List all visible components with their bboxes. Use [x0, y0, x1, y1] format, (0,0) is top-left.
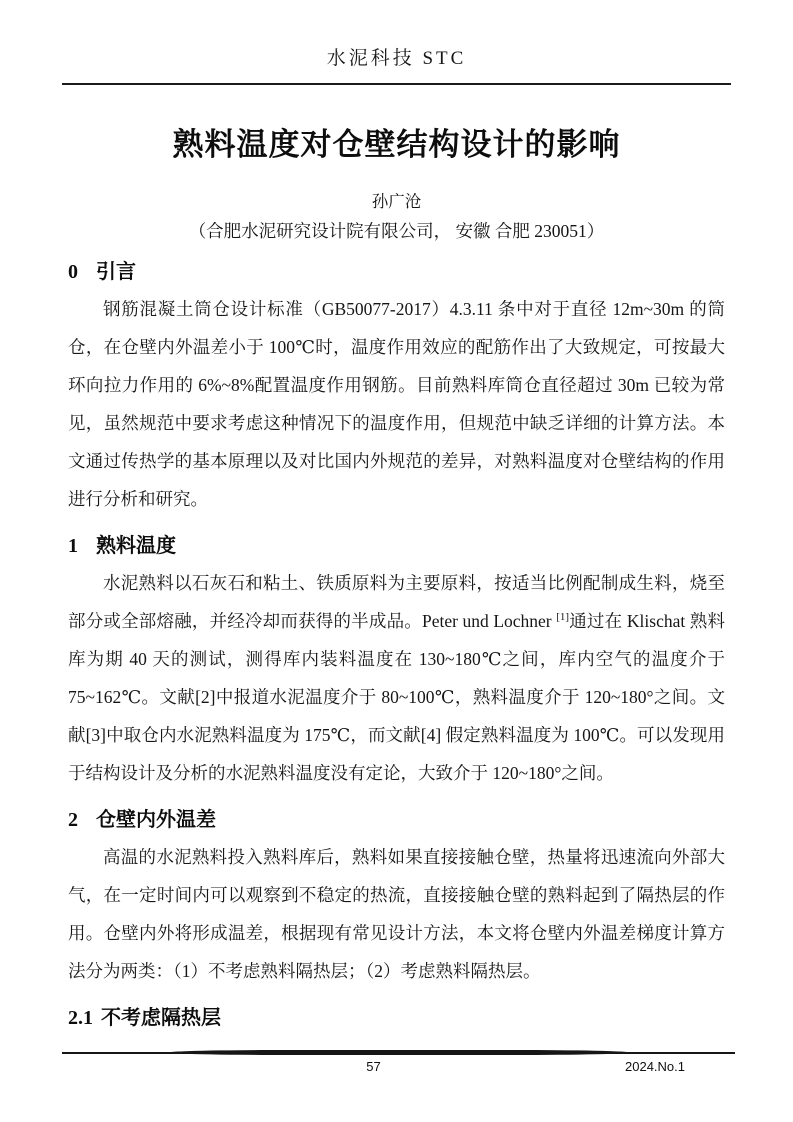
- paragraph-text: 通过在 Klischat 熟料库为期 40 天的测试，测得库内装料温度在 130~180℃之间，库内空气的温度介于 75~162℃。文献[2]中报道水泥温度介于 80~100℃，熟料温度介于 120~180°之间。文献[3]中取仓内水泥熟料温度为 175℃，而文献[4] 假定熟料温度为 100℃。可以发现用于结构设计及分析的水泥熟料温度没有定论，大致介于 120~180°之间。: [68, 611, 725, 783]
- section-title: 仓壁内外温差: [96, 809, 216, 831]
- footer-row: [62, 1058, 735, 1076]
- section-number: 1: [68, 535, 78, 557]
- header-divider: [62, 83, 731, 85]
- paragraph: 高温的水泥熟料投入熟料库后，熟料如果直接接触仓壁，热量将迅速流向外部大气，在一定时间内可以观察到不稳定的热流，直接接触仓壁的熟料起到了隔热层的作用。仓壁内外将形成温差，根据现有常见设计方法，本文将仓壁内外温差梯度计算方法分为两类：（1）不考虑熟料隔热层；（2）考虑熟料隔热层。: [68, 847, 725, 981]
- reference-superscript: [1]: [556, 611, 570, 624]
- section-title: 引言: [96, 261, 136, 283]
- section-heading-2-1: [68, 1002, 725, 1034]
- page-footer: [62, 1050, 735, 1076]
- section-title: 熟料温度: [96, 535, 176, 557]
- section-number: 0: [68, 261, 78, 283]
- section-number: 2: [68, 809, 78, 831]
- section-heading-0: [68, 256, 725, 288]
- issue-label: 2024.No.1: [625, 1059, 685, 1074]
- footer-divider: [62, 1050, 735, 1055]
- paragraph: [68, 564, 725, 792]
- section-title: 不考虑隔热层: [101, 1007, 221, 1029]
- paragraph: 钢筋混凝土筒仓设计标准（GB50077-2017）4.3.11 条中对于直径 12m~30m 的筒仓，在仓壁内外温差小于 100℃时，温度作用效应的配筋作出了大致规定，可按最大环向拉力作用的 6%~8%配置温度作用钢筋。目前熟料库筒仓直径超过 30m 已较为常见，虽然规范中要求考虑这种情况下的温度作用，但规范中缺乏详细的计算方法。本文通过传热学的基本原理以及对比国内外规范的差异，对熟料温度对仓壁结构的作用进行分析和研究。: [68, 299, 725, 509]
- section-number: 2.1: [68, 1007, 93, 1029]
- section-heading-1: [68, 530, 725, 562]
- page-number: 57: [366, 1059, 381, 1074]
- footer-divider-bulge: [169, 1050, 629, 1055]
- author-name: 孙广沧: [371, 192, 422, 211]
- article-title: 熟料温度对仓壁结构设计的影响: [172, 127, 621, 162]
- paragraph-text: 水泥熟料以石灰石和粘土、铁质原料为主要原料，按适当比例配制成生料，烧至部分或全部熔融，并经冷却而获得的半成品。Peter und Lochner: [68, 573, 725, 631]
- section-heading-2: [68, 804, 725, 836]
- journal-running-head: 水泥科技 STC: [326, 48, 467, 69]
- author-affiliation: （合肥水泥研究设计院有限公司， 安徽 合肥 230051）: [188, 221, 605, 241]
